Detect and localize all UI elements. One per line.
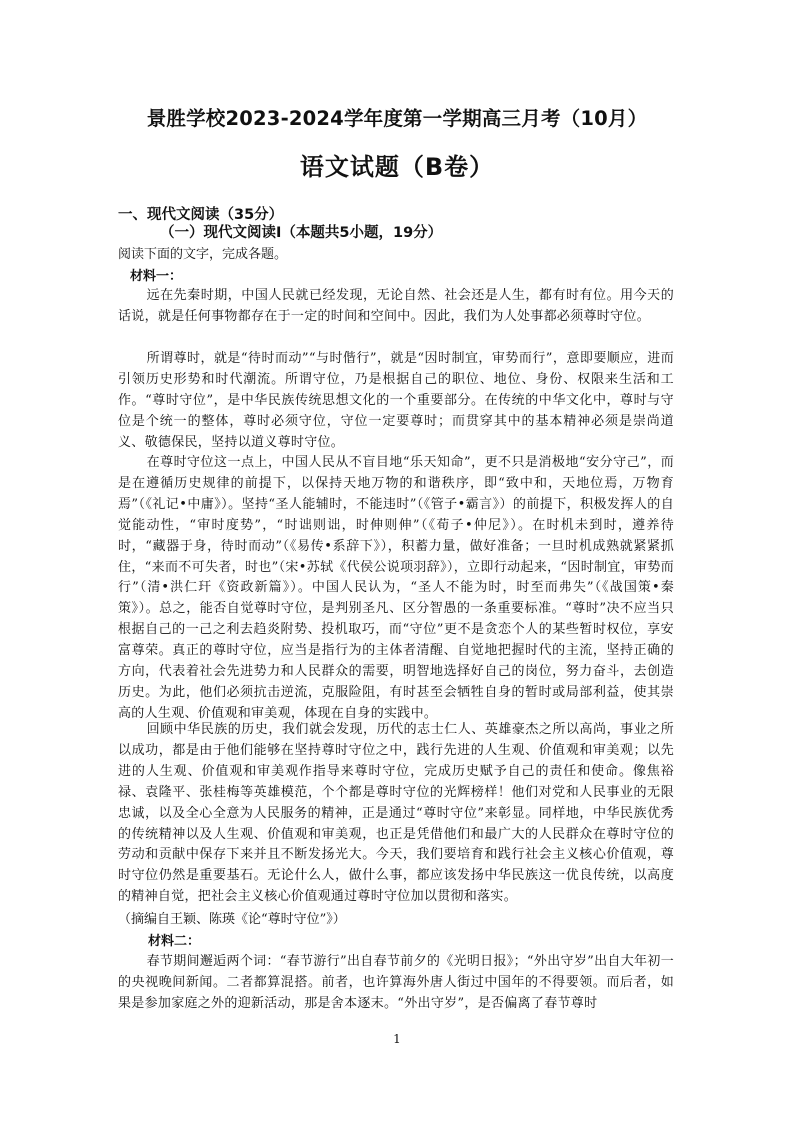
section-heading: 一、现代文阅读（35分） — [118, 207, 284, 223]
material-one-label: 材料一： — [130, 269, 183, 284]
subsection-heading: （一）现代文阅读Ⅰ（本题共5小题，19分） — [160, 225, 443, 241]
material-two-label: 材料二： — [148, 934, 201, 949]
paper-title: 语文试题（B卷） — [299, 153, 495, 181]
material-two-paragraph-1: 春节期间邂逅两个词：“春节游行”出自春节前夕的《光明日报》；“外出守岁”出自大年初一的央视晚间新闻。二者都算混搭。前者，也许算海外唐人街过中国年的不得要领。而后者，如果是参加家庭之外的迎新活动，那是舍本逐末。“外出守岁”，是否偏离了春节尊时 — [118, 954, 674, 1011]
page-number: 1 — [393, 1032, 401, 1046]
reading-instruction: 阅读下面的文字，完成各题。 — [118, 247, 288, 262]
material-one-paragraph-3: 在尊时守位这一点上，中国人民从不盲目地“乐天知命”，更不只是消极地“安分守己”，而是在遵循历史规律的前提下，以保持天地万物的和谐秩序，即“致中和，天地位焉，万物育焉”（《礼记•中庸》）。坚持“圣人能辅时，不能违时”（《管子•霸言》）的前提下，积极发挥人的自觉能动性，“审时度势”，“时诎则诎，时伸则伸”（《荀子•仲尼》）。在时机未到时，遵养待时，“藏器于身，待时而动”（《易传•系辞下》），积蓄力量，做好准备；一旦时机成熟就紧紧抓住，“来而不可失者，时也”（宋•苏轼《代侯公说项羽辞》），立即行动起来，“因时制宜，审势而行”（清•洪仁玕《资政新篇》）。中国人民认为，“圣人不能为时，时至而弗失”（《战国策•秦策》）。总之，能否自觉尊时守位，是判别圣凡、区分智愚的一条重要标准。“尊时”决不应当只根据自己的一己之利去趋炎附势、投机取巧，而“守位”更不是贪恋个人的某些暂时权位，享安富尊荣。真正的尊时守位，应当是指行为的主体者清醒、自觉地把握时代的主流，坚持正确的方向，代表着社会先进势力和人民群众的需要，明智地选择好自己的岗位，努力奋斗，去创造历史。为此，他们必须抗击逆流，克服险阻，有时甚至会牺牲自身的暂时或局部利益，使其崇高的人生观、价值观和审美观，体现在自身的实践中。 — [118, 455, 674, 721]
material-one-paragraph-2: 所谓尊时，就是“待时而动”“与时偕行”，就是“因时制宜，审势而行”，意即要顺应，进而引领历史形势和时代潮流。所谓守位，乃是根据自己的职位、地位、身份、权限来生活和工作。“尊时守位”，是中华民族传统思想文化的一个重要部分。在传统的中华文化中，尊时与守位是个统一的整体，尊时必须守位，守位一定要尊时；而贯穿其中的基本精神必须是崇尚道义、敬德保民，坚持以道义尊时守位。 — [118, 351, 674, 450]
material-one-source: （摘编自王颖、陈瑛《论“尊时守位”》） — [118, 912, 346, 927]
material-one-paragraph-1: 远在先秦时期，中国人民就已经发现，无论自然、社会还是人生，都有时有位。用今天的话说，就是任何事物都存在于一定的时间和空间中。因此，我们为人处事都必须尊时守位。 — [118, 288, 674, 324]
material-one-paragraph-4: 回顾中华民族的历史，我们就会发现，历代的志士仁人、英雄豪杰之所以高尚，事业之所以成功，都是由于他们能够在坚持尊时守位之中，践行先进的人生观、价值观和审美观；以先进的人生观、价值观和审美观作指导来尊时守位，完成历史赋予自己的责任和使命。像焦裕禄、袁隆平、张桂梅等英雄模范，个个都是尊时守位的光辉榜样！他们对党和人民事业的无限忠诚，以及全心全意为人民服务的精神，正是通过“尊时守位”来彰显。同样地，中华民族优秀的传统精神以及人生观、价值观和审美观，也正是凭借他们和最广大的人民群众在尊时守位的劳动和贡献中保存下来并且不断发扬光大。今天，我们要培育和践行社会主义核心价值观，尊时守位仍然是重要基石。无论什么人，做什么事，都应该发扬中华民族这一优良传统，以高度的精神自觉，把社会主义核心价值观通过尊时守位加以贯彻和落实。 — [118, 722, 674, 905]
exam-title: 景胜学校2023-2024学年度第一学期高三月考（10月） — [146, 107, 648, 130]
